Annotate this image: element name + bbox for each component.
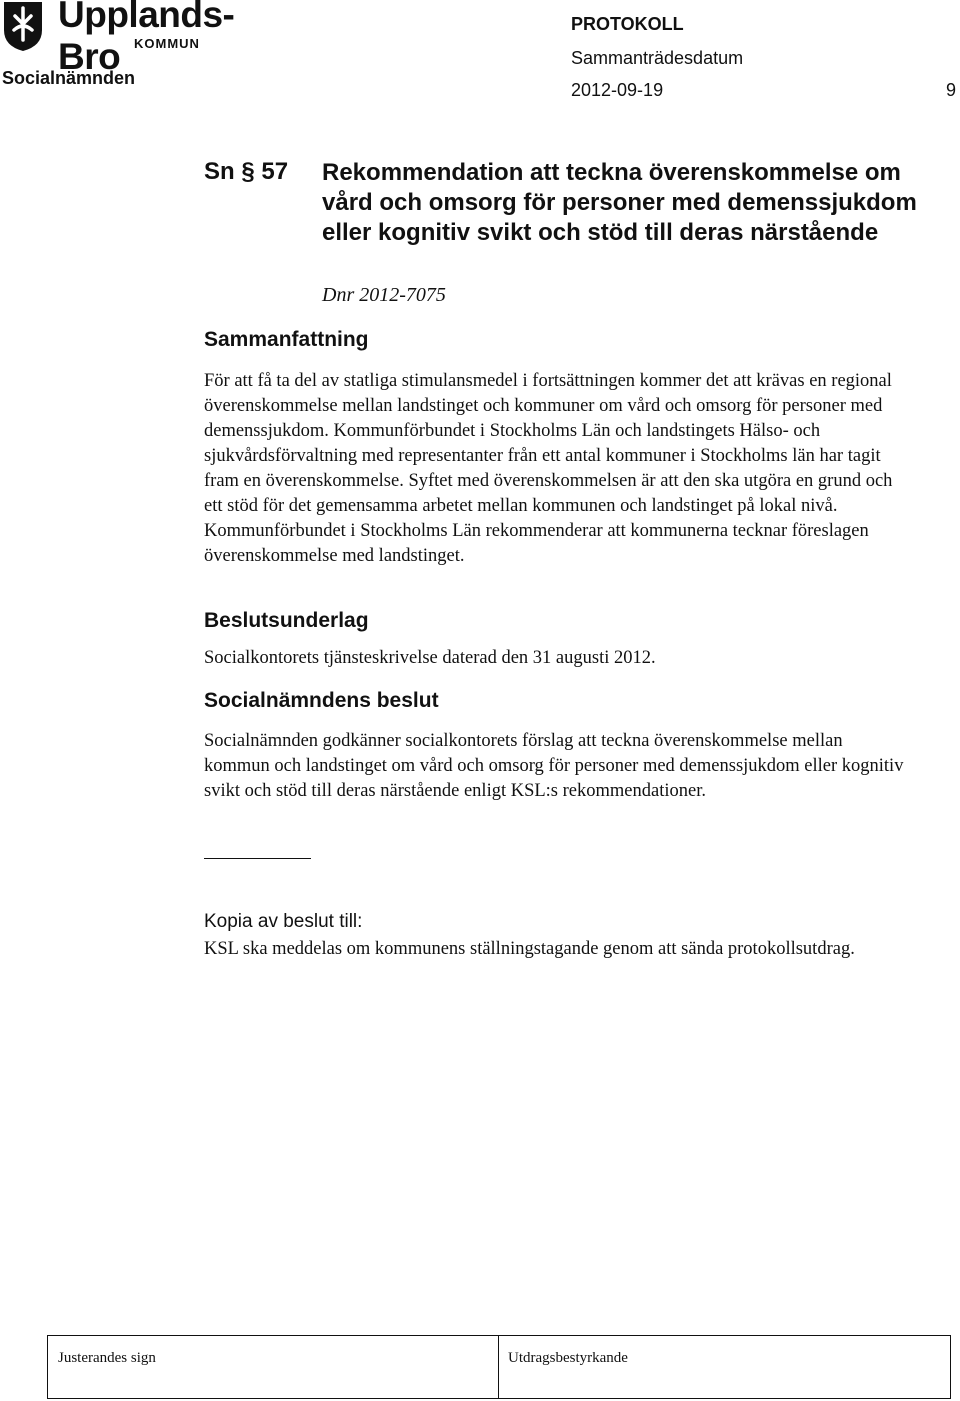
decision-text: Socialnämnden godkänner socialkontorets förslag att teckna överenskommelse mellan kommun och landstinget om vård och omsorg för personer med demenssjukdom eller kognitiv svikt och stöd till deras närstående enligt KSL:s rekommendationer. — [204, 731, 904, 801]
separator-line — [204, 858, 311, 859]
meeting-date: 2012-09-19 — [571, 80, 664, 100]
logo-subtitle: KOMMUN — [134, 36, 200, 51]
signature-box — [47, 1335, 951, 1399]
case-number: Dnr 2012-7075 — [322, 284, 446, 306]
section-number: Sn § 57 — [204, 158, 289, 185]
logo-wordmark: Upplands-Bro — [58, 0, 235, 77]
extract-certification-label: Utdragsbestyrkande — [508, 1350, 628, 1366]
decision-basis-text: Socialkontorets tjänsteskrivelse daterad den 31 augusti 2012. — [204, 648, 656, 668]
document-type: PROTOKOLL — [571, 14, 684, 34]
copy-to-text: KSL ska meddelas om kommunens ställningstagande genom att sända protokollsutdrag. — [204, 939, 855, 959]
summary-heading: Sammanfattning — [204, 328, 369, 351]
section-title: Rekommendation att teckna överenskommelse om vård och omsorg för personer med demenssjukdom eller kognitiv svikt och stöd till deras närstående — [322, 159, 917, 246]
meeting-date-label: Sammanträdesdatum — [571, 48, 744, 68]
coat-of-arms-icon — [2, 0, 44, 52]
signature-box-divider — [498, 1336, 499, 1398]
decision-basis-heading: Beslutsunderlag — [204, 609, 369, 632]
page-number: 9 — [946, 80, 957, 100]
decision-heading: Socialnämndens beslut — [204, 689, 439, 712]
committee-name: Socialnämnden — [2, 68, 136, 88]
municipality-logo — [2, 0, 292, 77]
copy-to-label: Kopia av beslut till: — [204, 911, 363, 932]
adjuster-signature-label: Justerandes sign — [58, 1350, 156, 1366]
summary-text: För att få ta del av statliga stimulansmedel i fortsättningen kommer det att krävas en regional överenskommelse mellan landstinget och kommuner om vård och omsorg för personer med demenssjukdom. Kommunförbundet i Stockholms Län och landstingets Hälso- och sjukvårdsförvaltning med representanter från ett antal kommuner i Stockholms län har tagit fram en överenskommelse. Syftet med överenskommelsen är att den ska utgöra en grund och ett stöd för det gemensamma arbetet mellan kommunen och landstinget på lokal nivå. Kommunförbundet i Stockholms Län rekommenderar att kommunerna tecknar föreslagen överenskommelse med landstinget. — [204, 371, 893, 566]
